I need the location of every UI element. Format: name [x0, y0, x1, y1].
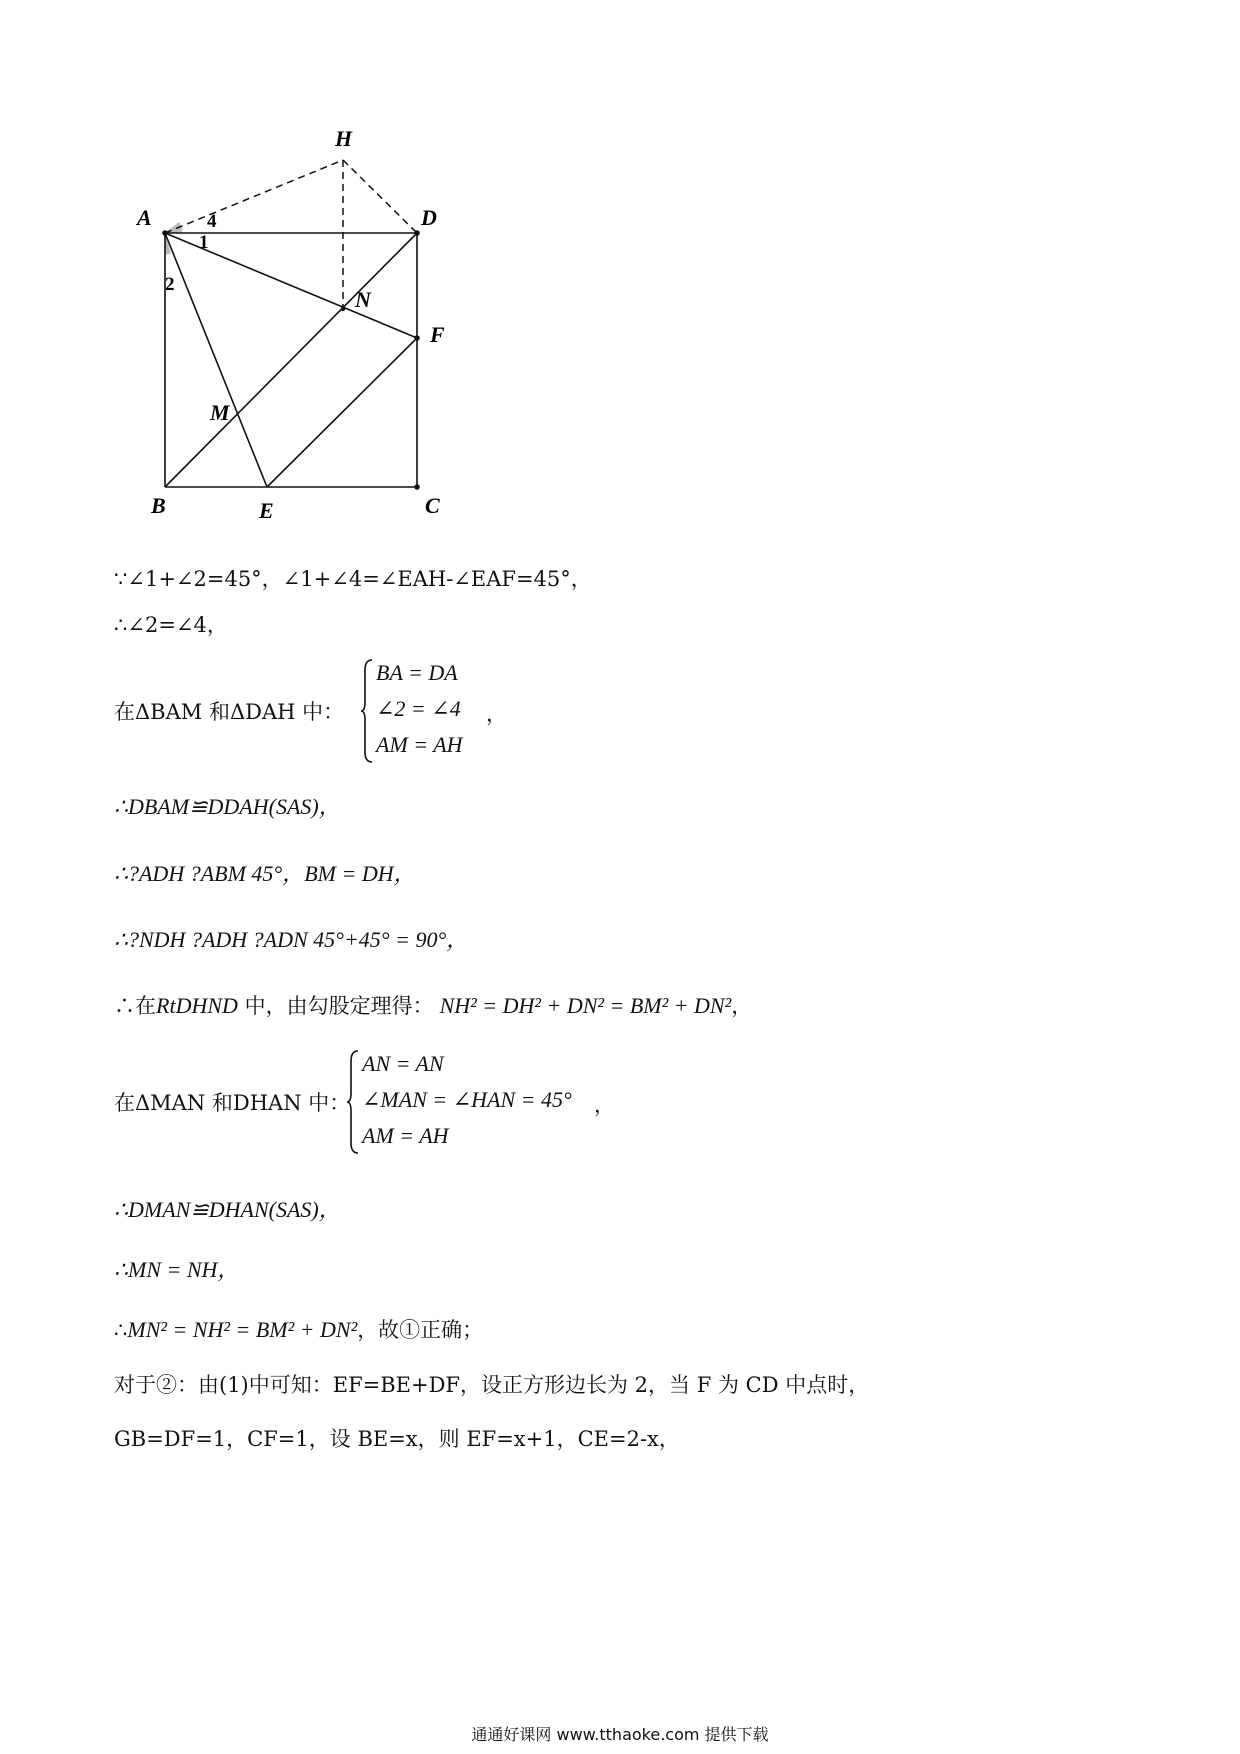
- system-1-eq-1: BA = DA: [376, 660, 458, 685]
- proof-line-13: GB=DF=1，CF=1，设 BE=x，则 EF=x+1，CE=2-x，: [114, 1427, 680, 1451]
- system-2-label: 在ΔMAN 和DHAN 中：: [114, 1091, 351, 1115]
- angle-label-2: 2: [165, 274, 175, 295]
- proof-line-10: ∴MN = NH，: [114, 1257, 240, 1282]
- line-7-triangle: DHND: [175, 993, 238, 1018]
- label-a: A: [137, 205, 152, 230]
- proof-line-2: ∴∠2=∠4，: [114, 613, 228, 637]
- point-dot-a: [162, 230, 168, 236]
- label-f: F: [430, 322, 445, 347]
- label-e: E: [259, 498, 274, 523]
- line-7-end: ，: [731, 994, 753, 1018]
- line-7-rt: Rt: [156, 993, 176, 1018]
- page-footer: 通通好课网 www.tthaoke.com 提供下载: [471, 1725, 769, 1744]
- system-1-comma: ，: [486, 702, 507, 726]
- equation-system-1: [114, 656, 614, 768]
- system-2-eq-3: AM = AH: [362, 1123, 449, 1148]
- label-b: B: [151, 493, 166, 518]
- proof-line-12: 对于②：由(1)中可知：EF=BE+DF，设正方形边长为 2，当 F 为 CD 中点时，: [114, 1373, 870, 1397]
- system-2-comma: ，: [594, 1093, 615, 1117]
- left-brace: [346, 1049, 360, 1155]
- label-c: C: [425, 493, 440, 518]
- proof-line-4: ∴DBAM≌DDAH(SAS)，: [114, 794, 341, 819]
- dashed-ah: [165, 160, 343, 233]
- label-d: D: [421, 205, 437, 230]
- segment-ae: [165, 233, 267, 487]
- line-11-end: ，故①正确；: [357, 1318, 484, 1342]
- system-1-label: 在ΔBAM 和ΔDAH 中：: [114, 700, 345, 724]
- point-dot-c: [414, 484, 420, 490]
- line-11-prefix: ∴: [114, 1318, 128, 1342]
- point-dot-f: [414, 335, 420, 341]
- proof-line-1: ∵∠1+∠2=45°，∠1+∠4=∠EAH-∠EAF=45°，: [114, 567, 592, 591]
- proof-line-6: ∴?NDH ?ADH ?ADN 45°+45° = 90°，: [114, 927, 469, 952]
- dashed-hd: [343, 160, 417, 233]
- line-7-prefix: ∴在: [114, 994, 156, 1018]
- label-h: H: [335, 126, 353, 151]
- system-2-eq-2: ∠MAN = ∠HAN = 45°: [362, 1087, 572, 1112]
- proof-line-9: ∴DMAN≌DHAN(SAS)，: [114, 1197, 341, 1222]
- segment-bd: [165, 233, 417, 487]
- system-1-eq-3: AM = AH: [376, 732, 463, 757]
- segment-ef: [267, 338, 417, 487]
- equation-system-2: [114, 1047, 714, 1159]
- geometry-figure: [130, 115, 470, 525]
- system-2-eq-1: AN = AN: [362, 1051, 444, 1076]
- label-m: M: [210, 400, 230, 425]
- label-n: N: [355, 287, 371, 312]
- angle-label-4: 4: [207, 211, 217, 232]
- line-7-text: 中，由勾股定理得：: [237, 994, 434, 1018]
- system-1-eq-2: ∠2 = ∠4: [376, 696, 461, 721]
- proof-line-5: ∴?ADH ?ABM 45°，BM = DH，: [114, 861, 416, 886]
- line-7-formula: NH² = DH² + DN² = BM² + DN²: [439, 993, 732, 1018]
- angle-label-1: 1: [199, 232, 209, 253]
- point-dot-n: [341, 307, 345, 311]
- left-brace: [360, 658, 374, 764]
- proof-line-11: [114, 1316, 483, 1344]
- proof-line-7: [114, 992, 752, 1020]
- point-dot-d: [414, 230, 420, 236]
- line-11-formula: MN² = NH² = BM² + DN²: [127, 1317, 358, 1342]
